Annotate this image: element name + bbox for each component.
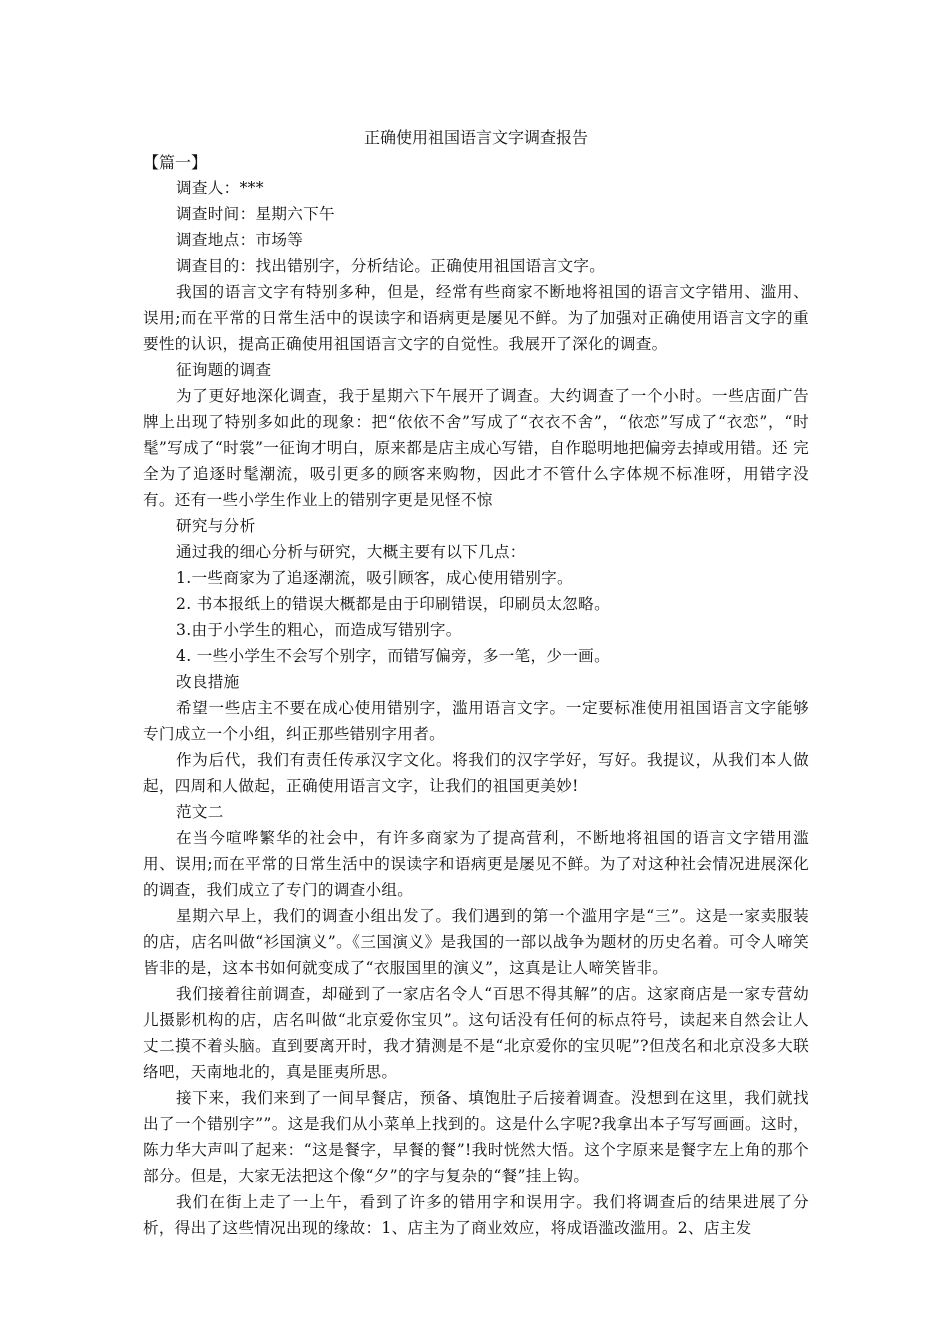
heading-analysis: 研究与分析 (176, 517, 256, 535)
list-item: 1.一些商家为了追逐潮流，吸引顾客，成心使用错别字。 (176, 569, 573, 587)
heading-investigation: 征询题的调查 (176, 361, 272, 379)
section-label: 【篇一】 (143, 153, 208, 172)
heading-improvement: 改良措施 (176, 673, 240, 691)
list-item: 4. 一些小学生不会写个别字，而错写偏旁，多一笔，少一画。 (176, 647, 610, 665)
paragraph-saturday: 星期六早上，我们的调查小组出发了。我们遇到的第一个滥用字是“三”。这是一家卖服装的店，店名叫做“衫国演义”。《三国演义》是我国的一部以战争为题材的历史名着。可令人啼笑皆非的是，这本书如何就变成了“衣服国里的演义”，这真是让人啼笑皆非。 (143, 907, 809, 977)
document-title: 正确使用祖国语言文字调查报告 (363, 128, 588, 147)
list-item: 3.由于小学生的粗心，而造成写错别字。 (176, 621, 462, 639)
document-page (143, 126, 809, 1241)
paragraph-survey-location: 调查地点：市场等 (176, 231, 304, 249)
document-body (143, 175, 809, 1241)
paragraph-survey-purpose: 调查目的：找出错别字，分析结论。正确使用祖国语言文字。 (176, 257, 606, 275)
paragraph-conclusion: 我们在街上走了一上午，看到了许多的错用字和误用字。我们将调查后的结果进展了分析，得出了这些情况出现的缘故：1、店主为了商业效应，将成语滥改滥用。2、店主发 (143, 1193, 809, 1237)
paragraph-intro: 我国的语言文字有特别多种，但是，经常有些商家不断地将祖国的语言文字错用、滥用、误用;而在平常的日常生活中的误读字和语病更是屡见不鲜。为了加强对正确使用语言文字的重要性的认识，提高正确使用祖国语言文字的自觉性。我展开了深化的调查。 (143, 283, 809, 353)
paragraph-improvement-2: 作为后代，我们有责任传承汉字文化。将我们的汉字学好，写好。我提议，从我们本人做起，四周和人做起，正确使用语言文字，让我们的祖国更美妙! (143, 751, 809, 795)
heading-sample-two: 范文二 (176, 803, 224, 821)
paragraph-sample-intro: 在当今喧哗繁华的社会中，有许多商家为了提高营利，不断地将祖国的语言文字错用滥用、误用;而在平常的日常生活中的误读字和语病更是屡见不鲜。为了对这种社会情况进展深化的调查，我们成立了专门的调查小组。 (143, 829, 809, 899)
paragraph-improvement-1: 希望一些店主不要在成心使用错别字，滥用语言文字。一定要标准使用祖国语言文字能够专门成立一个小组，纠正那些错别字用者。 (143, 699, 809, 743)
paragraph-breakfast: 接下来，我们来到了一间早餐店，预备、填饱肚子后接着调查。没想到在这里，我们就找出了一个错别字””。这是我们从小菜单上找到的。这是什么字呢?我拿出本子写写画画。这时，陈力华大声叫了起来：“这是餐字，早餐的餐”!我时恍然大悟。这个字原来是餐字左上角的那个部分。但是，大家无法把这个像“夕”的字与复杂的“餐”挂上钩。 (143, 1089, 809, 1185)
paragraph-survey-time: 调查时间：星期六下午 (176, 205, 335, 223)
paragraph-baby-shop: 我们接着往前调查，却碰到了一家店名令人“百思不得其解”的店。这家商店是一家专营幼儿摄影机构的店，店名叫做“北京爱你宝贝”。这句话没有任何的标点符号，读起来自然会让人丈二摸不着头脑。直到要离开时，我才猜测是不是“北京爱你的宝贝呢”?但茂名和北京没多大联络吧，天南地北的，真是匪夷所思。 (143, 985, 809, 1081)
paragraph-investigation: 为了更好地深化调查，我于星期六下午展开了调查。大约调查了一个小时。一些店面广告牌上出现了特别多如此的现象：把“依依不舍”写成了“衣衣不舍”，“依恋”写成了“衣恋”，“时髦”写成了“时裳”一征询才明白，原来都是店主成心写错，自作聪明地把偏旁去掉或用错。还 完全为了追逐时髦潮流，吸引更多的顾客来购物，因此才不管什么字体规不标准呀，用错字没有。还有一些小学生作业上的错别字更是见怪不惊 (143, 387, 809, 509)
paragraph-surveyor: 调查人：*** (176, 179, 264, 197)
paragraph-analysis-intro: 通过我的细心分析与研究，大概主要有以下几点： (176, 543, 526, 561)
list-item: 2. 书本报纸上的错误大概都是由于印刷错误，印刷员太忽略。 (176, 595, 610, 613)
